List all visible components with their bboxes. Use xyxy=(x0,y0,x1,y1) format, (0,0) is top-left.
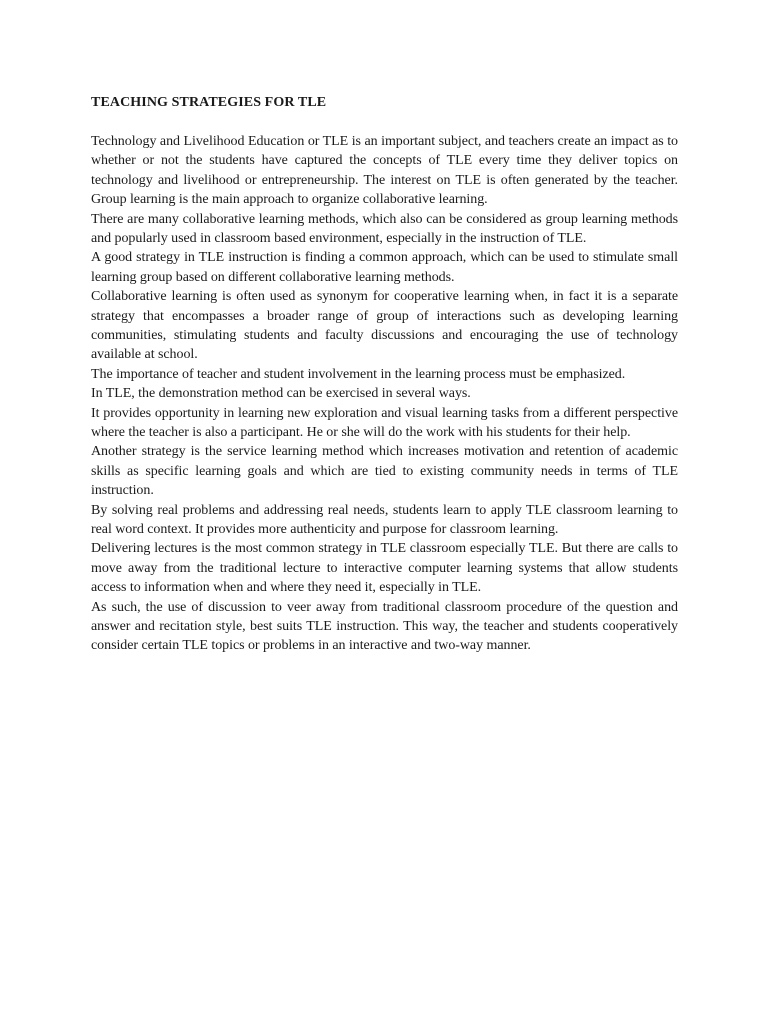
paragraph: Collaborative learning is often used as synonym for cooperative learning when, in fact it is a separate strategy that encompasses a broader range of group of interactions such as developing learning communities, stimulating students and faculty discussions and encouraging the use of technology available at school. xyxy=(91,289,678,363)
document-body xyxy=(91,93,678,656)
paragraph: In TLE, the demonstration method can be exercised in several ways. xyxy=(91,386,471,402)
paragraph: As such, the use of discussion to veer away from traditional classroom procedure of the question and answer and recitation style, best suits TLE instruction. This way, the teacher and students cooperatively consider certain TLE topics or problems in an interactive and two-way manner. xyxy=(91,599,678,654)
paragraph: Another strategy is the service learning method which increases motivation and retention of academic skills as specific learning goals and which are tied to existing community needs in terms of TLE instruction. xyxy=(91,444,678,499)
paragraph: Delivering lectures is the most common strategy in TLE classroom especially TLE. But there are calls to move away from the traditional lecture to interactive computer learning systems that allow students access to information when and where they need it, especially in TLE. xyxy=(91,541,678,596)
document-title: TEACHING STRATEGIES FOR TLE xyxy=(91,95,327,110)
paragraph: It provides opportunity in learning new exploration and visual learning tasks from a different perspective where the teacher is also a participant. He or she will do the work with his students for their help. xyxy=(91,405,678,440)
paragraph: The importance of teacher and student involvement in the learning process must be emphasized. xyxy=(91,366,626,382)
paragraph: Technology and Livelihood Education or TLE is an important subject, and teachers create an impact as to whether or not the students have captured the concepts of TLE every time they deliver topics on technology and livelihood or entrepreneurship. The interest on TLE is often generated by the teacher. Group learning is the main approach to organize collaborative learning. xyxy=(91,133,678,208)
paragraph: A good strategy in TLE instruction is finding a common approach, which can be used to stimulate small learning group based on different collaborative learning methods. xyxy=(91,250,678,285)
paragraph: By solving real problems and addressing real needs, students learn to apply TLE classroom learning to real word context. It provides more authenticity and purpose for classroom learning. xyxy=(91,502,678,538)
paragraph: There are many collaborative learning methods, which also can be considered as group learning methods and popularly used in classroom based environment, especially in the instruction of TLE. xyxy=(91,211,678,246)
